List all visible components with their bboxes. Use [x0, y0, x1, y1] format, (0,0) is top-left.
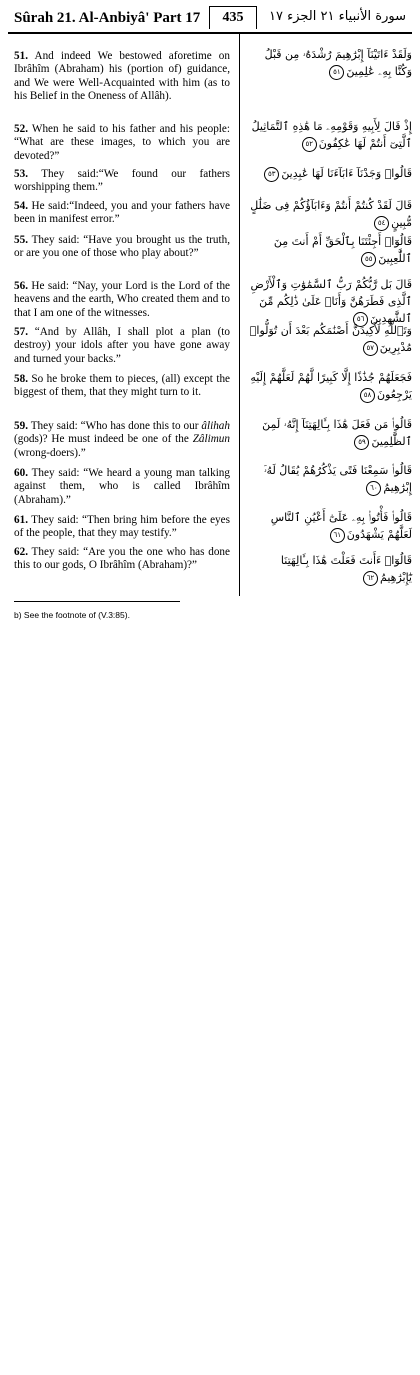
ayah-marker: ٦٠	[366, 481, 381, 496]
verse-number: 57.	[14, 326, 28, 338]
verse-text: They said: “Are you the one who has done this to our gods, O Ibrâhîm (Abraham)?”	[14, 546, 230, 572]
arabic-text: وَتَٱللَّهِ لَأَكِيدَنَّ أَصْنَٰمَكُم بَعْدَ أَن تُوَلُّوا۟ مُدْبِرِينَ	[249, 324, 412, 354]
verse-text: They said: “We heard a young man talking against them, who is called Ibrâhîm (Abraham).”	[14, 467, 230, 506]
ayah-marker: ٥١	[329, 65, 344, 80]
verse-53	[14, 168, 230, 195]
verse-number: 51.	[14, 50, 28, 62]
arabic-text: قَالُوا۟ مَن فَعَلَ هَٰذَا بِـَٔالِهَتِنَآ إِنَّهُۥ لَمِنَ ٱلظَّٰلِمِينَ	[262, 418, 412, 448]
arabic-text: قَالُوٓا۟ أَجِئْتَنَا بِٱلْحَقِّ أَمْ أَنتَ مِنَ ٱللَّٰعِبِينَ	[273, 235, 412, 265]
verse-text: They said:“We found our fathers worshipping them.”	[14, 168, 230, 194]
ayah-marker: ٥٧	[363, 341, 378, 356]
verse-text: So he broke them to pieces, (all) except the biggest of them, that they might turn to it.	[14, 373, 230, 399]
verse-text: And indeed We bestowed aforetime on Ibrâhîm (Abraham) his (portion of) guidance, and We were Well-Acquainted with him (as to his Belief in the Oneness of Allâh).	[14, 50, 230, 103]
arabic-header: سورة الأنبياء ٢١ الجزء ١٧	[269, 9, 406, 24]
verse-56	[14, 280, 230, 320]
verse-number: 59.	[14, 420, 28, 432]
arabic-verse-61	[246, 509, 412, 543]
ayah-marker: ٦١	[330, 528, 345, 543]
verse-number: 62.	[14, 546, 28, 558]
verse-number: 56.	[14, 280, 28, 292]
surah-title: Sûrah 21. Al-Anbiyâ' Part 17	[14, 10, 201, 26]
arabic-text: قَالَ بَل رَّبُّكُمْ رَبُّ ٱلسَّمَٰوَٰتِ وَٱلْأَرْضِ ٱلَّذِى فَطَرَهُنَّ وَأَنَا۠ عَلَىٰ ذَٰلِكُم مِّنَ ٱلشَّٰهِدِينَ	[250, 278, 412, 325]
verse-text-part: They said: “Who has done this to our	[30, 420, 202, 432]
arabic-text: قَالُوا۟ فَأْتُوا۟ بِهِۦ عَلَىٰٓ أَعْيُنِ ٱلنَّاسِ لَعَلَّهُمْ يَشْهَدُونَ	[270, 511, 412, 541]
verse-text: “And by Allâh, I shall plot a plan (to destroy) your idols after you have gone away and turned your backs.”	[14, 326, 231, 365]
verse-54	[14, 200, 230, 227]
arabic-verse-57	[246, 322, 412, 356]
ayah-marker: ٥٨	[360, 388, 375, 403]
arabic-verse-58	[246, 369, 412, 403]
arabic-verse-54	[246, 197, 412, 231]
verse-60	[14, 467, 230, 507]
verse-text-part: (wrong-doers).”	[14, 446, 86, 459]
verse-term: Zâlimun	[192, 433, 230, 446]
arabic-verse-62	[246, 552, 412, 586]
arabic-verse-51	[246, 46, 412, 80]
arabic-text: فَجَعَلَهُمْ جُذَٰذًا إِلَّا كَبِيرًا لَّهُمْ لَعَلَّهُمْ إِلَيْهِ يَرْجِعُونَ	[250, 371, 412, 401]
verse-52	[14, 123, 230, 163]
verse-62	[14, 546, 230, 573]
verse-58	[14, 373, 230, 400]
page-number: 435	[209, 6, 257, 29]
verse-number: 53.	[14, 168, 28, 180]
ayah-marker: ٥٢	[302, 137, 317, 152]
verse-number: 52.	[14, 123, 28, 135]
verse-text: They said: “Have you brought us the truth, or are you one of those who play about?”	[14, 234, 230, 260]
verse-text: They said: “Then bring him before the eyes of the people, that they may testify.”	[14, 514, 230, 540]
ayah-marker: ٥٣	[264, 167, 279, 182]
arabic-text: قَالُوا۟ وَجَدْنَآ ءَابَآءَنَا لَهَا عَٰبِدِينَ	[281, 167, 412, 180]
verse-57	[14, 326, 230, 366]
ayah-marker: ٥٩	[354, 435, 369, 450]
verse-text: When he said to his father and his people: “What are these images, to which you are devoted?”	[14, 123, 230, 162]
verse-number: 60.	[14, 467, 28, 479]
arabic-text: قَالُوٓا۟ ءَأَنتَ فَعَلْتَ هَٰذَا بِـَٔالِهَتِنَا يَٰٓإِبْرَٰهِيمُ	[280, 554, 412, 584]
ayah-marker: ٥٦	[353, 312, 368, 327]
arabic-verse-59	[246, 416, 412, 450]
arabic-verse-52	[246, 118, 412, 152]
column-divider	[239, 33, 240, 596]
verse-51	[14, 50, 230, 104]
verse-text: He said:“Indeed, you and your fathers have been in manifest error.”	[14, 200, 231, 226]
arabic-verse-53	[246, 165, 412, 182]
verse-text-part: (gods)? He must indeed be one of the	[14, 433, 193, 446]
arabic-text: قَالَ لَقَدْ كُنتُمْ أَنتُمْ وَءَابَآؤُكُمْ فِى ضَلَٰلٍ مُّبِينٍ	[250, 199, 412, 229]
verse-number: 54.	[14, 200, 28, 212]
arabic-verse-60	[246, 462, 412, 496]
verse-61	[14, 514, 230, 541]
footnote-rule	[14, 601, 180, 602]
footnote: b) See the footnote of (V.3:85).	[14, 610, 130, 620]
verse-number: 55.	[14, 234, 28, 246]
arabic-verse-56	[246, 276, 412, 327]
verse-text: He said: “Nay, your Lord is the Lord of the heavens and the earth, Who created them and to that I am one of the witnesses.	[14, 280, 230, 319]
page-header	[8, 6, 412, 34]
verse-number: 61.	[14, 514, 28, 526]
ayah-marker: ٥٥	[361, 252, 376, 267]
verse-term: âlihah	[201, 420, 230, 432]
arabic-verse-55	[246, 233, 412, 267]
ayah-marker: ٥٤	[374, 216, 389, 231]
verse-number: 58.	[14, 373, 28, 385]
arabic-text: وَلَقَدْ ءَاتَيْنَآ إِبْرَٰهِيمَ رُشْدَهُۥ مِن قَبْلُ وَكُنَّا بِهِۦ عَٰلِمِينَ	[264, 48, 412, 78]
verse-55	[14, 234, 230, 261]
ayah-marker: ٦٢	[363, 571, 378, 586]
verse-59	[14, 420, 230, 460]
arabic-text: قَالُوا۟ سَمِعْنَا فَتًى يَذْكُرُهُمْ يُقَالُ لَهُۥٓ إِبْرَٰهِيمُ	[263, 464, 412, 494]
arabic-text: إِذْ قَالَ لِأَبِيهِ وَقَوْمِهِۦ مَا هَٰذِهِ ٱلتَّمَاثِيلُ ٱلَّتِىٓ أَنتُمْ لَهَا عَٰكِفُونَ	[251, 120, 412, 150]
